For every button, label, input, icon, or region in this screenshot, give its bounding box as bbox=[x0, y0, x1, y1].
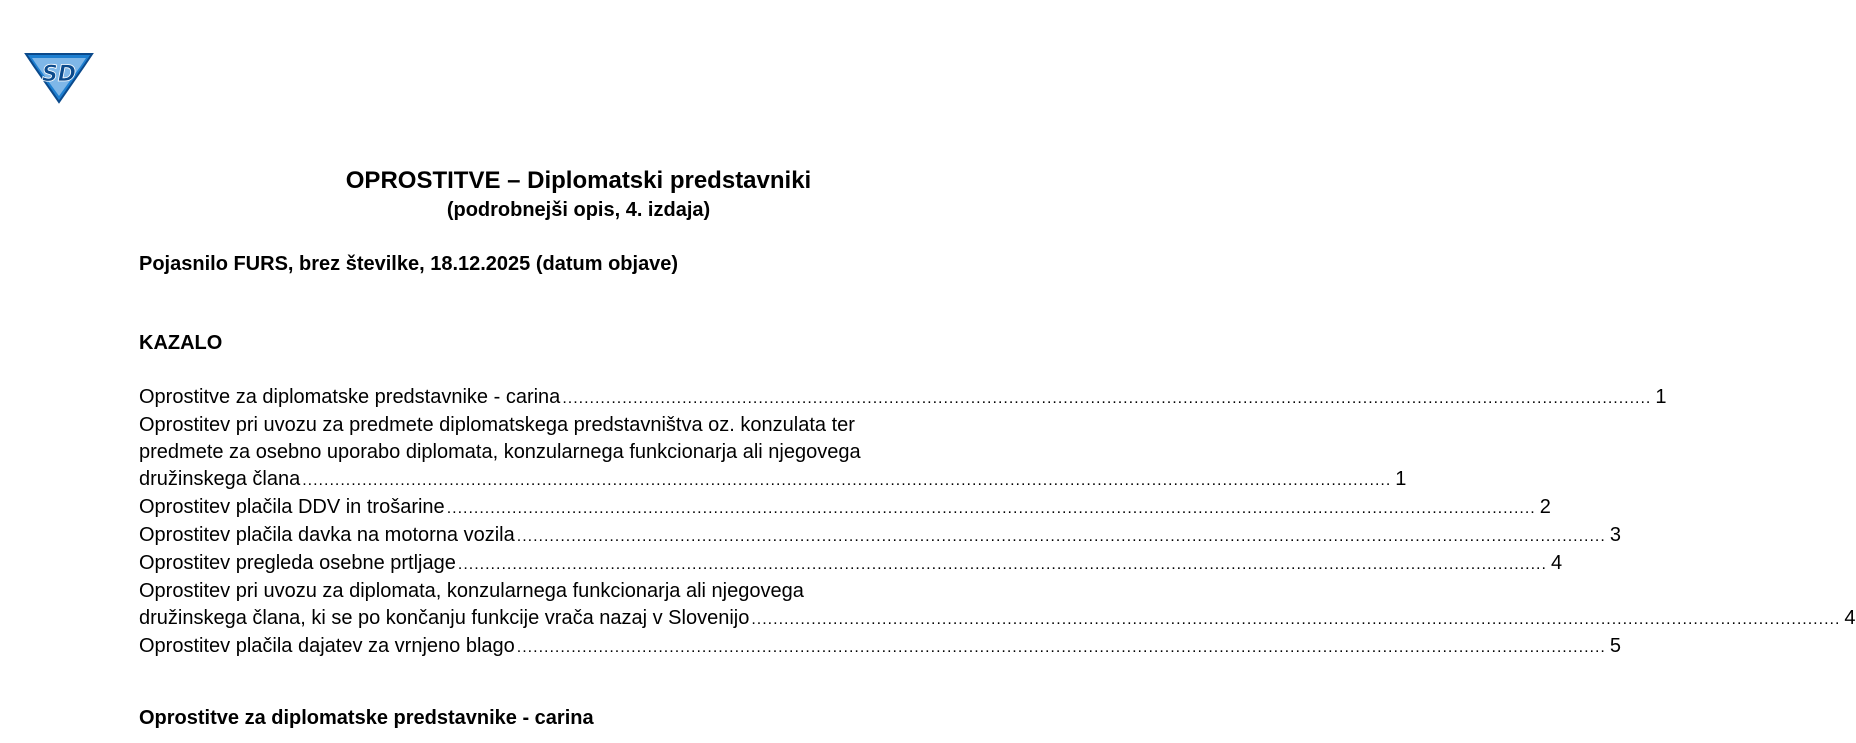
toc-page-number: 1 bbox=[1655, 386, 1667, 408]
toc-heading: KAZALO bbox=[139, 332, 223, 354]
toc-page-number: 1 bbox=[1395, 468, 1407, 490]
section-heading: Oprostitve za diplomatske predstavnike - carina bbox=[139, 707, 594, 729]
toc-entry-text: Oprostitev pri uvozu za predmete diplomatskega predstavništva oz. konzulata ter bbox=[139, 414, 855, 436]
toc-entry[interactable] bbox=[139, 384, 1667, 412]
toc-entry-text: družinskega člana, ki se po končanju funkcije vrača nazaj v Slovenijo bbox=[139, 607, 750, 629]
toc-page-number: 3 bbox=[1609, 524, 1621, 546]
logo-lettering: SD bbox=[41, 62, 77, 87]
sd-logo-icon bbox=[22, 48, 96, 104]
toc-leader-dots: ........................................................................................................................................................................................................ bbox=[751, 611, 1841, 628]
toc-entry[interactable] bbox=[139, 550, 1563, 578]
pojasnilo-line: Pojasnilo FURS, brez številke, 18.12.2025 (datum objave) bbox=[139, 253, 679, 275]
toc-page-number: 4 bbox=[1844, 607, 1856, 629]
toc-entry-text: Oprostitev plačila dajatev za vrnjeno blago bbox=[139, 635, 515, 657]
toc-entry[interactable] bbox=[139, 412, 1407, 494]
toc-page-number: 4 bbox=[1550, 552, 1563, 574]
toc-entry[interactable] bbox=[139, 522, 1621, 550]
toc-page-number: 5 bbox=[1609, 635, 1621, 657]
toc-entry[interactable] bbox=[139, 494, 1551, 522]
document-title: OPROSTITVE – Diplomatski predstavniki bbox=[345, 167, 812, 194]
toc-entry[interactable] bbox=[139, 578, 1856, 633]
toc-page-number: 2 bbox=[1539, 496, 1551, 518]
toc-leader-dots: ........................................................................................................................................................................................................ bbox=[562, 390, 1652, 407]
document-subtitle: (podrobnejši opis, 4. izdaja) bbox=[446, 199, 711, 221]
toc-leader-dots: ........................................................................................................................................................................................................ bbox=[516, 639, 1606, 656]
toc-leader-dots: ........................................................................................................................................................................................................ bbox=[302, 472, 1392, 489]
toc-entry-text: Oprostitve za diplomatske predstavnike - carina bbox=[139, 386, 561, 408]
toc-entry-text: Oprostitev pri uvozu za diplomata, konzularnega funkcionarja ali njegovega bbox=[139, 580, 804, 602]
toc-entry-text: Oprostitev plačila davka na motorna vozila bbox=[139, 524, 515, 546]
toc-entry[interactable] bbox=[139, 633, 1621, 661]
toc-leader-dots: ........................................................................................................................................................................................................ bbox=[516, 528, 1606, 545]
toc-entry-text: Oprostitev pregleda osebne prtljage bbox=[139, 552, 456, 574]
toc-leader-dots: ........................................................................................................................................................................................................ bbox=[446, 500, 1536, 517]
toc-leader-dots: ........................................................................................................................................................................................................ bbox=[457, 556, 1547, 573]
table-of-contents bbox=[139, 384, 1856, 661]
toc-entry-text: družinskega člana bbox=[139, 468, 301, 490]
toc-entry-text: Oprostitev plačila DDV in trošarine bbox=[139, 496, 445, 518]
toc-entry-text: predmete za osebno uporabo diplomata, konzularnega funkcionarja ali njegovega bbox=[139, 441, 861, 463]
